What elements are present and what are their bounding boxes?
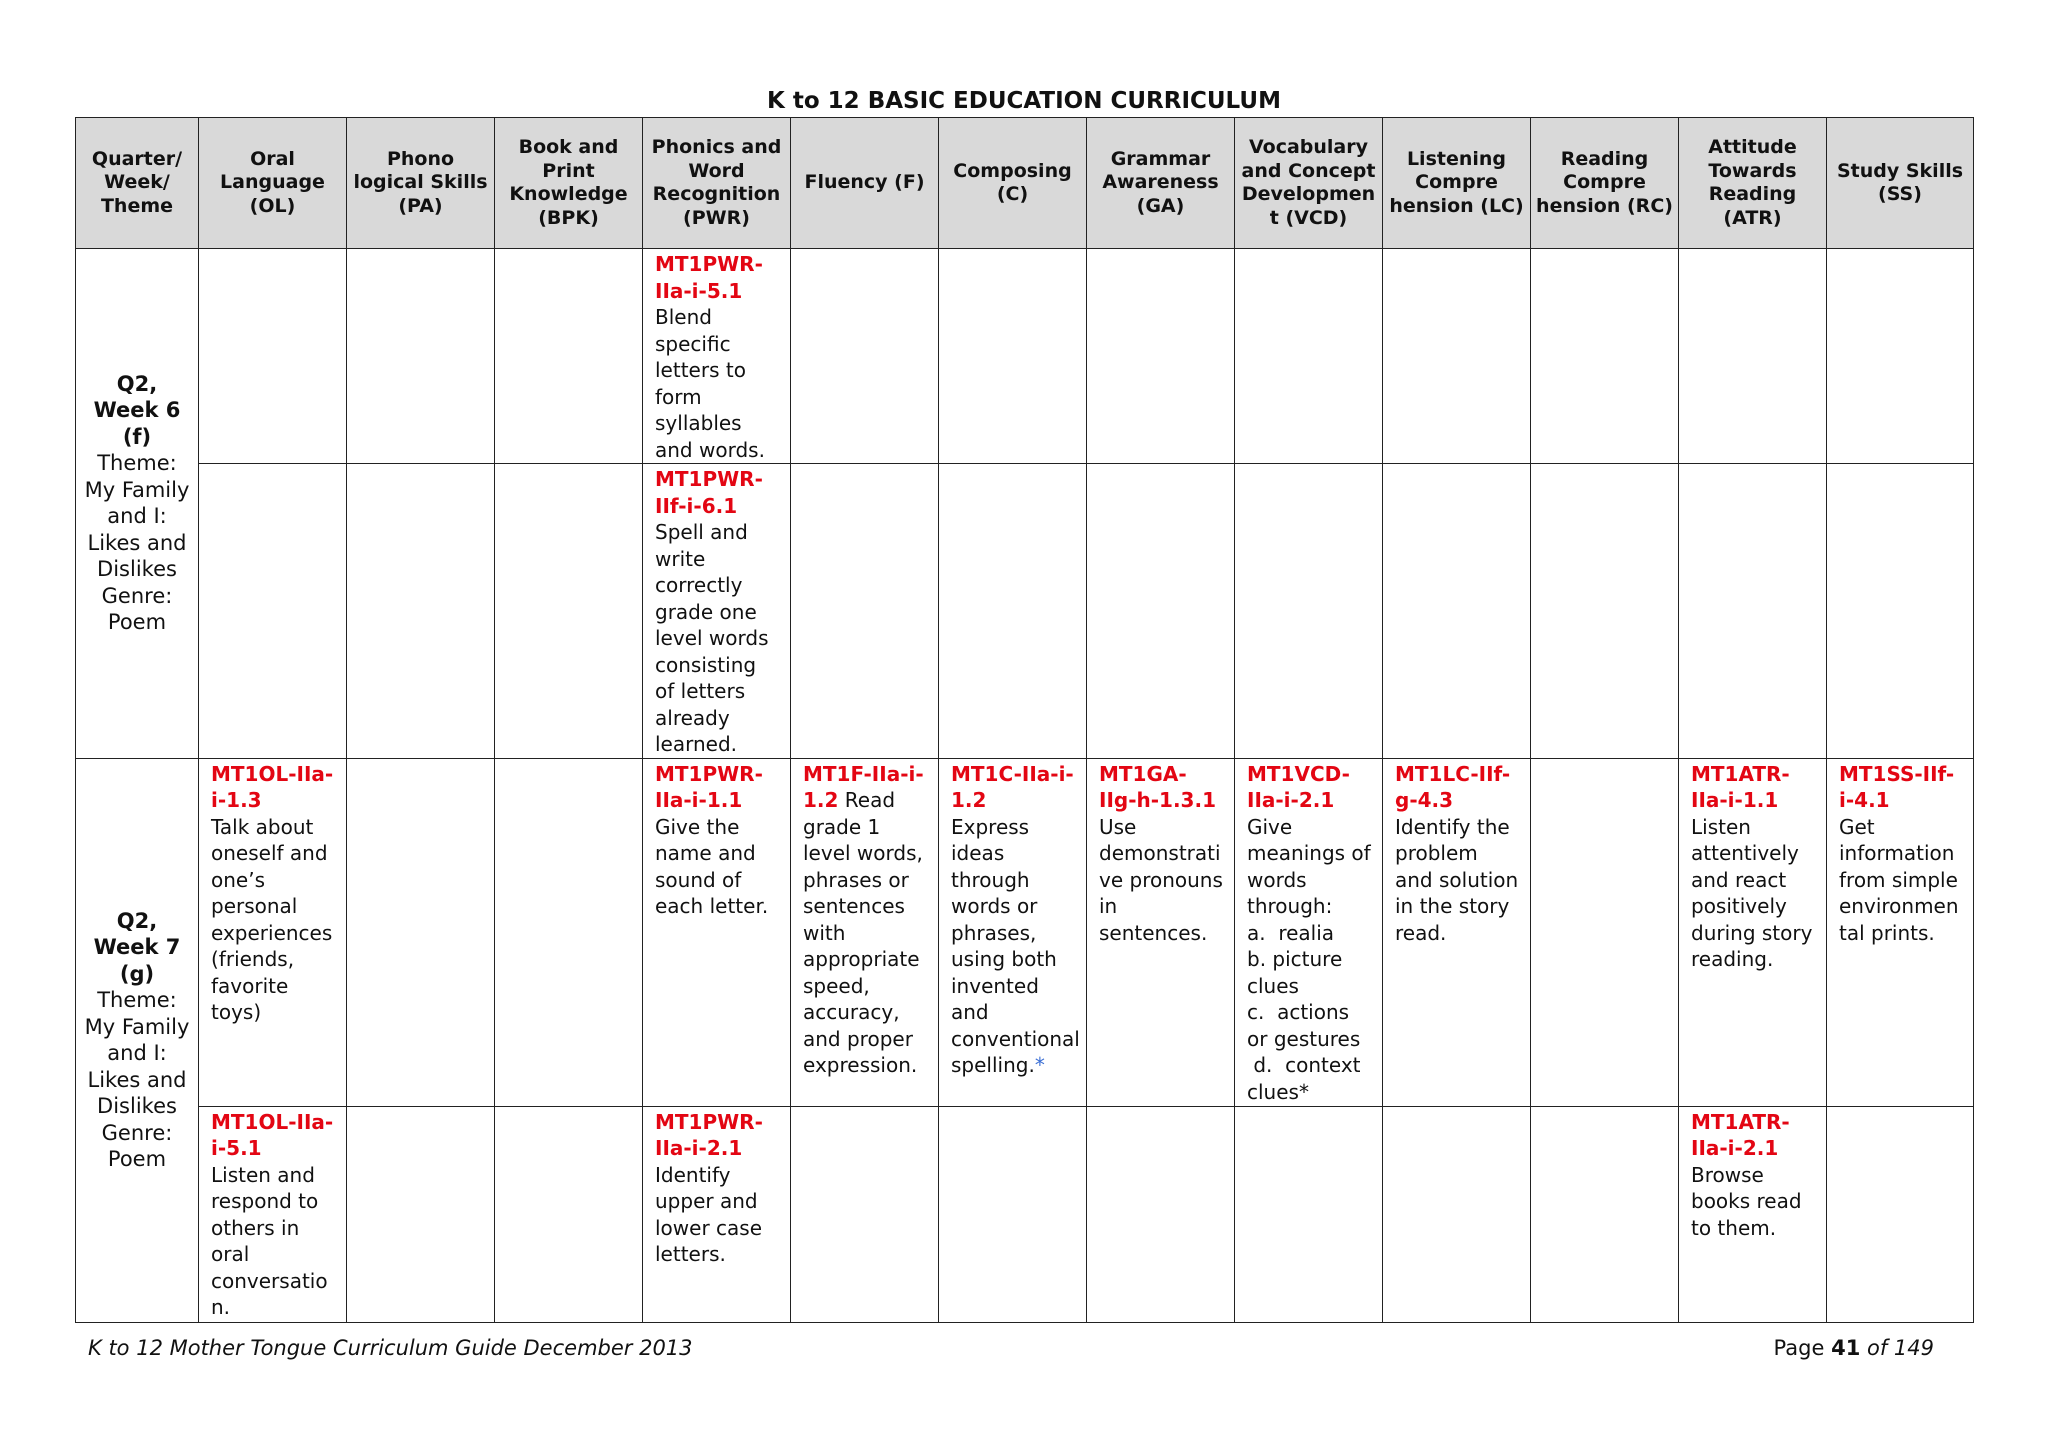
vcd-cell <box>1235 758 1383 1106</box>
competency-code: MT1PWR-IIa-i-2.1 <box>655 1109 763 1160</box>
curriculum-table <box>75 117 1974 1323</box>
competency-code: MT1GA-IIg-h-1.3.1 <box>1099 761 1216 812</box>
c-cell <box>939 1106 1087 1322</box>
theme-text: Theme: My Family and I: Likes and Dislikes <box>84 451 190 582</box>
bpk-cell <box>495 1106 643 1322</box>
genre-text: Genre: Poem <box>101 1120 173 1171</box>
lc-cell <box>1383 464 1531 759</box>
vcd-cell <box>1235 464 1383 759</box>
competency-code: MT1OL-IIa-i-5.1 <box>211 1109 334 1160</box>
competency-text: Blend specific letters to form syllables and words. <box>655 305 765 462</box>
pa-cell <box>347 249 495 464</box>
pwr-cell <box>643 249 791 464</box>
pa-cell <box>347 758 495 1106</box>
rc-cell <box>1531 758 1679 1106</box>
atr-cell <box>1679 1106 1827 1322</box>
c-cell <box>939 758 1087 1106</box>
competency-text: Give meanings of words through: <box>1247 814 1371 918</box>
competency-text: Get information from simple environmen tal prints. <box>1839 814 1959 945</box>
competency-text: Talk about oneself and one’s personal experiences (friends, favorite toys) <box>211 814 333 1024</box>
bpk-cell <box>495 758 643 1106</box>
ol-cell <box>199 758 347 1106</box>
competency-text: Listen attentively and react positively during story reading. <box>1691 814 1813 971</box>
pwr-cell <box>643 1106 791 1322</box>
ss-cell <box>1827 758 1974 1106</box>
competency-entry <box>803 761 928 1079</box>
atr-cell <box>1679 464 1827 759</box>
competency-text: Identify upper and lower case letters. <box>655 1162 763 1266</box>
competency-code: MT1SS-IIf-i-4.1 <box>1839 761 1955 812</box>
ss-cell <box>1827 464 1974 759</box>
competency-code: MT1PWR-IIf-i-6.1 <box>655 467 763 518</box>
competency-text: Use demonstrati ve pronouns in sentences. <box>1099 814 1223 945</box>
header-composing: Composing (C) <box>939 118 1087 249</box>
ga-cell <box>1087 464 1235 759</box>
rc-cell <box>1531 249 1679 464</box>
competency-text: Browse books read to them. <box>1691 1162 1802 1240</box>
header-row <box>76 118 1974 249</box>
competency-code: MT1OL-IIa-i-1.3 <box>211 761 334 812</box>
header-phonics-word-recognition: Phonics and Word Recognition (PWR) <box>643 118 791 249</box>
quarter-label: Q2, <box>116 908 158 933</box>
pa-cell <box>347 1106 495 1322</box>
pwr-cell <box>643 464 791 759</box>
quarter-week-theme-cell <box>76 758 199 1322</box>
f-cell <box>791 464 939 759</box>
page-total: of 149 <box>1867 1336 1934 1360</box>
list-item: b. picture clues <box>1247 947 1349 998</box>
competency-text: Listen and respond to others in oral conversatio n. <box>211 1162 328 1319</box>
theme-text: Theme: My Family and I: Likes and Dislikes <box>84 988 190 1118</box>
header-attitude-towards-reading: Attitude Towards Reading (ATR) <box>1679 118 1827 249</box>
ss-cell <box>1827 1106 1974 1322</box>
ol-cell <box>199 464 347 759</box>
competency-text: Spell and write correctly grade one level words consisting of letters already learned. <box>655 520 769 756</box>
rc-cell <box>1531 1106 1679 1322</box>
competency-code: MT1C-IIa-i-1.2 <box>951 761 1074 812</box>
ss-cell <box>1827 249 1974 464</box>
genre-text: Genre: Poem <box>101 583 173 635</box>
header-quarter: Quarter/ Week/ Theme <box>76 118 199 249</box>
competency-text: Read grade 1 level words, phrases or sentences with appropriate speed, accuracy, and proper expression. <box>803 788 923 1077</box>
footer-guide-title: K to 12 Mother Tongue Curriculum Guide December 2013 <box>88 1336 693 1360</box>
header-vocabulary-concept: Vocabulary and Concept Developmen t (VCD) <box>1235 118 1383 249</box>
ga-cell <box>1087 249 1235 464</box>
f-cell <box>791 249 939 464</box>
page-current: 41 <box>1831 1336 1861 1360</box>
header-oral-language: Oral Language (OL) <box>199 118 347 249</box>
list-item: a. realia <box>1247 920 1335 945</box>
bpk-cell <box>495 464 643 759</box>
vcd-cell <box>1235 249 1383 464</box>
ol-cell <box>199 1106 347 1322</box>
week-label: Week 6 <box>93 398 181 423</box>
lc-cell <box>1383 1106 1531 1322</box>
competency-code: MT1PWR-IIa-i-1.1 <box>655 761 763 812</box>
quarter-label: Q2, <box>116 371 158 396</box>
competency-entry <box>1099 761 1224 947</box>
header-study-skills: Study Skills (SS) <box>1827 118 1974 249</box>
header-listening-comprehension: Listening Compre hension (LC) <box>1383 118 1531 249</box>
c-cell <box>939 249 1087 464</box>
week-label: Week 7 <box>93 935 181 959</box>
asterisk-note: * <box>1034 1053 1045 1077</box>
header-reading-comprehension: Reading Compre hension (RC) <box>1531 118 1679 249</box>
header-fluency: Fluency (F) <box>791 118 939 249</box>
competency-code: MT1ATR-IIa-i-2.1 <box>1691 1109 1790 1160</box>
header-grammar-awareness: Grammar Awareness (GA) <box>1087 118 1235 249</box>
page-number <box>1774 1336 1934 1360</box>
f-cell <box>791 1106 939 1322</box>
week-letter: (g) <box>119 961 155 986</box>
list-item: d. context clues* <box>1247 1053 1367 1104</box>
pa-cell <box>347 464 495 759</box>
competency-text: Express ideas through words or phrases, using both invented and conventional spelling. <box>951 814 1080 1077</box>
atr-cell <box>1679 249 1827 464</box>
lc-cell <box>1383 249 1531 464</box>
table-row <box>76 464 1974 759</box>
bpk-cell <box>495 249 643 464</box>
ga-cell <box>1087 1106 1235 1322</box>
quarter-week-theme-cell <box>76 249 199 759</box>
page-label: Page <box>1773 1336 1825 1360</box>
competency-text: Identify the problem and solution in the story read. <box>1395 814 1519 945</box>
ga-cell <box>1087 758 1235 1106</box>
competency-text: Give the name and sound of each letter. <box>655 814 769 918</box>
header-book-print-knowledge: Book and Print Knowledge (BPK) <box>495 118 643 249</box>
vcd-cell <box>1235 1106 1383 1322</box>
competency-code: MT1VCD-IIa-i-2.1 <box>1247 761 1350 812</box>
header-phonological-skills: Phono logical Skills (PA) <box>347 118 495 249</box>
competency-entry <box>951 814 1080 1079</box>
competency-code: MT1LC-IIf-g-4.3 <box>1395 761 1511 812</box>
lc-cell <box>1383 758 1531 1106</box>
competency-code: MT1F-IIa-i-1.2 <box>803 761 924 812</box>
atr-cell <box>1679 758 1827 1106</box>
list-item: c. actions or gestures <box>1247 1000 1361 1051</box>
rc-cell <box>1531 464 1679 759</box>
table-row <box>76 758 1974 1106</box>
competency-code: MT1ATR-IIa-i-1.1 <box>1691 761 1790 812</box>
page-title: K to 12 BASIC EDUCATION CURRICULUM <box>767 88 1281 114</box>
c-cell <box>939 464 1087 759</box>
table-row <box>76 1106 1974 1322</box>
competency-code: MT1PWR-IIa-i-5.1 <box>655 252 763 303</box>
pwr-cell <box>643 758 791 1106</box>
f-cell <box>791 758 939 1106</box>
table-row <box>76 249 1974 464</box>
ol-cell <box>199 249 347 464</box>
week-letter: (f) <box>122 424 152 449</box>
